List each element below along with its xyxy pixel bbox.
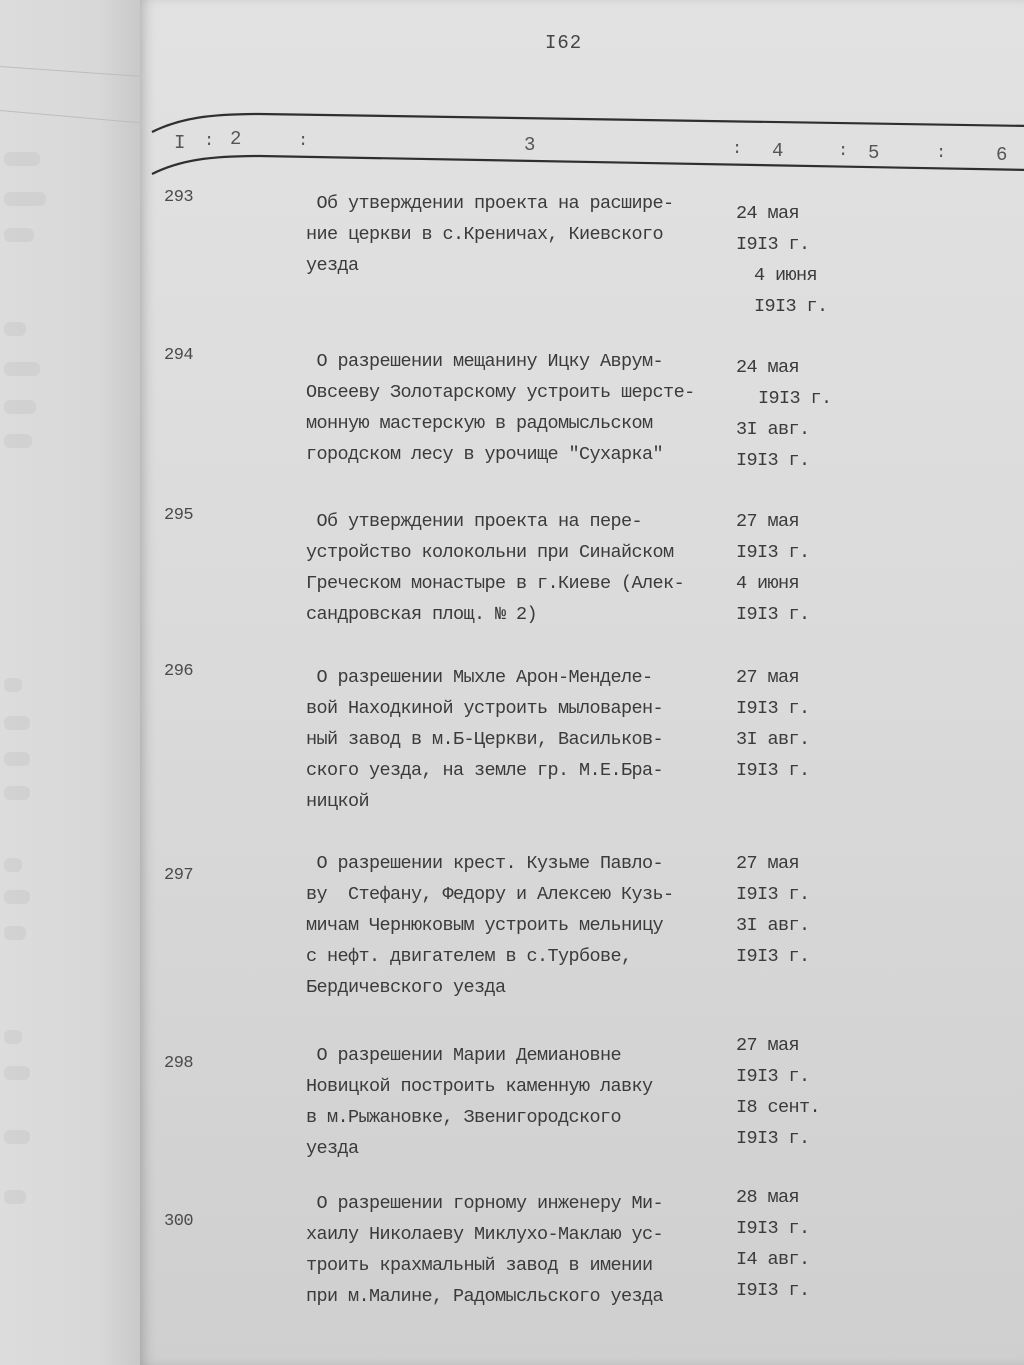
description-line: Овсееву Золотарскому устроить шерсте- [306,382,695,403]
date-line: 27 мая [736,1035,800,1056]
ghost-rule [0,66,140,77]
description-line: городском лесу в урочище "Сухарка" [306,444,664,465]
column-separator: : [732,140,743,159]
description-line: ского уезда, на земле гр. М.Е.Бра- [306,760,664,781]
description-line: ный завод в м.Б-Церкви, Васильков- [306,729,664,750]
entry-description [306,506,736,630]
column-4-label: 4 [772,140,784,162]
entry-dates [736,848,886,972]
date-line: I9I3 г. [736,450,810,471]
description-line: уезда [306,255,359,276]
date-line: I9I3 г. [736,884,810,905]
register-page [140,0,1024,1365]
date-line: I8 сент. [736,1097,821,1118]
column-separator: : [204,132,215,151]
date-line: I9I3 г. [736,1280,810,1301]
date-line: 4 июня [736,573,800,594]
description-line: О разрешении горному инженеру Ми- [306,1193,664,1214]
ghost-text [4,890,30,904]
ghost-text [4,752,30,766]
column-separator: : [838,142,849,161]
description-line: О разрешении Мыхле Арон-Менделе- [306,667,653,688]
ghost-text [4,1130,30,1144]
description-line: устройство колокольни при Синайском [306,542,674,563]
entry-description [306,662,736,817]
column-header [150,112,1024,178]
entry-number: 298 [164,1054,194,1073]
date-line: I9I3 г. [754,296,828,317]
ghost-text [4,716,30,730]
ghost-text [4,322,26,336]
date-line: 24 мая [736,357,800,378]
ghost-text [4,362,40,376]
description-line: хаилу Николаеву Миклухо-Маклаю ус- [306,1224,664,1245]
description-line: Новицкой построить каменную лавку [306,1076,653,1097]
ghost-text [4,1066,30,1080]
previous-page-edge [0,0,141,1365]
column-1-label: I [174,132,186,154]
description-line: О разрешении крест. Кузьме Павло- [306,853,664,874]
description-line: уезда [306,1138,359,1159]
entry-dates [736,1030,886,1154]
date-line: I9I3 г. [736,1128,810,1149]
date-line: 3I авг. [736,419,810,440]
entry-description [306,1188,736,1312]
date-line: I9I3 г. [736,760,810,781]
date-line: I9I3 г. [736,542,810,563]
entry-description [306,1040,736,1164]
entry-dates [736,1182,886,1306]
ghost-text [4,400,36,414]
entry-description [306,188,736,281]
date-line: I9I3 г. [736,604,810,625]
description-line: ницкой [306,791,370,812]
description-line: ние церкви в с.Креничах, Киевского [306,224,664,245]
description-line: сандровская площ. № 2) [306,604,538,625]
description-line: Бердичевского уезда [306,977,506,998]
description-line: вой Находкиной устроить мыловарен- [306,698,664,719]
date-line: 27 мая [736,853,800,874]
column-3-label: 3 [524,134,536,156]
date-line: I9I3 г. [758,388,832,409]
entry-number: 296 [164,662,194,681]
description-line: О разрешении мещанину Ицку Аврум- [306,351,664,372]
entry-number: 297 [164,866,194,885]
ghost-text [4,192,46,206]
date-line: I4 авг. [736,1249,810,1270]
column-separator: : [298,132,309,151]
ghost-text [4,1190,26,1204]
date-line: I9I3 г. [736,1218,810,1239]
ghost-text [4,152,40,166]
ghost-rule [0,110,140,123]
description-line: Греческом монастыре в г.Киеве (Алек- [306,573,685,594]
entry-description [306,346,736,470]
description-line: мичам Чернюковым устроить мельницу [306,915,664,936]
date-line: I9I3 г. [736,1066,810,1087]
entry-number: 294 [164,346,194,365]
ghost-text [4,434,32,448]
entry-number: 295 [164,506,194,525]
description-line: троить крахмальный завод в имении [306,1255,653,1276]
ghost-text [4,228,34,242]
ghost-text [4,786,30,800]
description-line: Об утверждении проекта на расшире- [306,193,674,214]
entry-number: 300 [164,1212,194,1231]
date-line: 4 июня [754,265,818,286]
column-5-label: 5 [868,142,880,164]
date-line: 24 мая [736,203,800,224]
entry-dates [736,352,886,476]
ghost-text [4,926,26,940]
page-number: I62 [545,32,583,54]
column-separator: : [936,144,947,163]
description-line: О разрешении Марии Демиановне [306,1045,622,1066]
ghost-text [4,858,22,872]
description-line: Об утверждении проекта на пере- [306,511,643,532]
date-line: 3I авг. [736,729,810,750]
description-line: монную мастерскую в радомысльском [306,413,653,434]
date-line: 27 мая [736,511,800,532]
entry-number: 293 [164,188,194,207]
date-line: I9I3 г. [736,946,810,967]
entry-dates [736,662,886,786]
description-line: при м.Малине, Радомысльского уезда [306,1286,664,1307]
column-6-label: 6 [996,144,1008,166]
entry-dates [736,198,886,322]
ghost-text [4,1030,22,1044]
date-line: I9I3 г. [736,698,810,719]
date-line: 28 мая [736,1187,800,1208]
description-line: с нефт. двигателем в с.Турбове, [306,946,632,967]
description-line: ву Стефану, Федору и Алексею Кузь- [306,884,674,905]
entry-dates [736,506,886,630]
entry-description [306,848,736,1003]
ghost-text [4,678,22,692]
date-line: 27 мая [736,667,800,688]
date-line: 3I авг. [736,915,810,936]
column-2-label: 2 [230,128,242,150]
description-line: в м.Рыжановке, Звенигородского [306,1107,622,1128]
header-rules [150,112,1024,178]
date-line: I9I3 г. [736,234,810,255]
